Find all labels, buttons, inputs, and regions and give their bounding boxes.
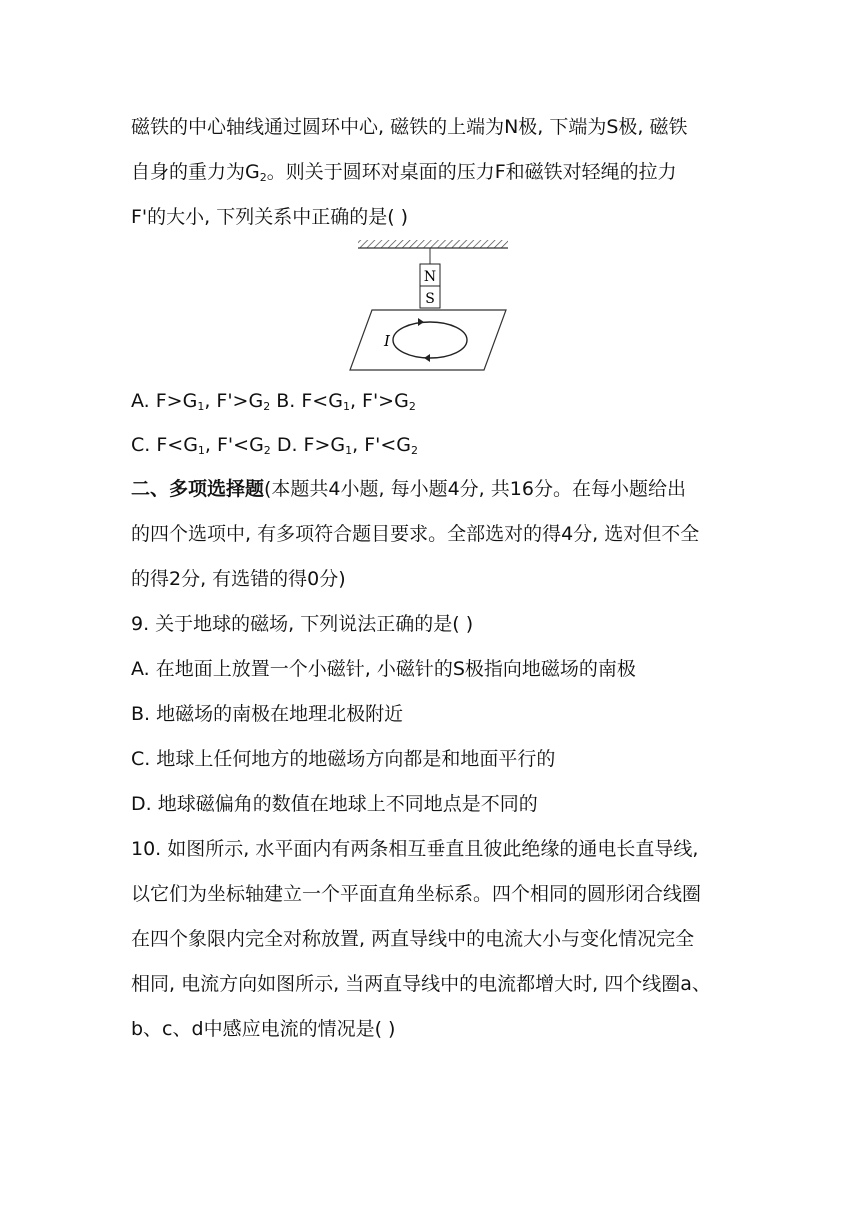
q8-option-d[interactable]: D. $F>G_1$, $F'<G_2$	[270, 434, 418, 457]
current-label: I	[384, 332, 390, 350]
q9-option-c[interactable]: C. 地球上任何地方的地磁场方向都是和地面平行的	[131, 748, 556, 770]
section-2-instructions-line-2: 的四个选项中, 有多项符合题目要求。全部选对的得4分, 选对但不全	[131, 523, 700, 545]
q8-options-row-1	[131, 388, 416, 420]
section-2-instructions-line-3: 的得2分, 有选错的得0分)	[131, 568, 346, 590]
tabletop	[350, 310, 506, 370]
q8-stem-line-3: F'的大小, 下列关系中正确的是( )	[131, 206, 409, 228]
q10-stem-line-2: 以它们为坐标轴建立一个平面直角坐标系。四个相同的圆形闭合线圈	[131, 883, 702, 905]
north-pole-label: N	[423, 269, 437, 285]
q9-option-a[interactable]: A. 在地面上放置一个小磁针, 小磁针的S极指向地磁场的南极	[131, 658, 636, 680]
section-2-heading: 二、多项选择题(本题共4小题, 每小题4分, 共16分。在每小题给出	[131, 478, 686, 500]
magnet-ring-figure	[348, 238, 510, 374]
q10-stem-line-4: 相同, 电流方向如图所示, 当两直导线中的电流都增大时, 四个线圈a、	[131, 973, 711, 995]
q8-option-c[interactable]: C. $F<G_1$, $F'<G_2$	[131, 434, 271, 457]
section-2-title: 二、多项选择题	[131, 478, 265, 500]
q10-stem-line-3: 在四个象限内完全对称放置, 两直导线中的电流大小与变化情况完全	[131, 928, 695, 950]
south-pole-label: S	[425, 291, 435, 307]
q8-stem-line-2: 自身的重力为$G_2$。则关于圆环对桌面的压力F和磁铁对轻绳的拉力	[131, 161, 677, 184]
q8-stem-line-1: 磁铁的中心轴线通过圆环中心, 磁铁的上端为N极, 下端为S极, 磁铁	[131, 116, 688, 138]
q9-stem: 9. 关于地球的磁场, 下列说法正确的是( )	[131, 613, 474, 635]
q8-option-b[interactable]: B. $F<G_1$, $F'>G_2$	[270, 390, 416, 413]
bar-magnet	[420, 264, 440, 308]
q8-option-a[interactable]: A. $F>G_1$, $F'>G_2$	[131, 390, 271, 413]
q9-option-d[interactable]: D. 地球磁偏角的数值在地球上不同地点是不同的	[131, 793, 538, 815]
q10-stem-line-1: 10. 如图所示, 水平面内有两条相互垂直且彼此绝缘的通电长直导线,	[131, 838, 699, 860]
q10-stem-line-5: b、c、d中感应电流的情况是( )	[131, 1018, 396, 1040]
q8-options-row-2	[131, 432, 418, 464]
ceiling	[358, 240, 508, 248]
q9-option-b[interactable]: B. 地磁场的南极在地理北极附近	[131, 703, 404, 725]
